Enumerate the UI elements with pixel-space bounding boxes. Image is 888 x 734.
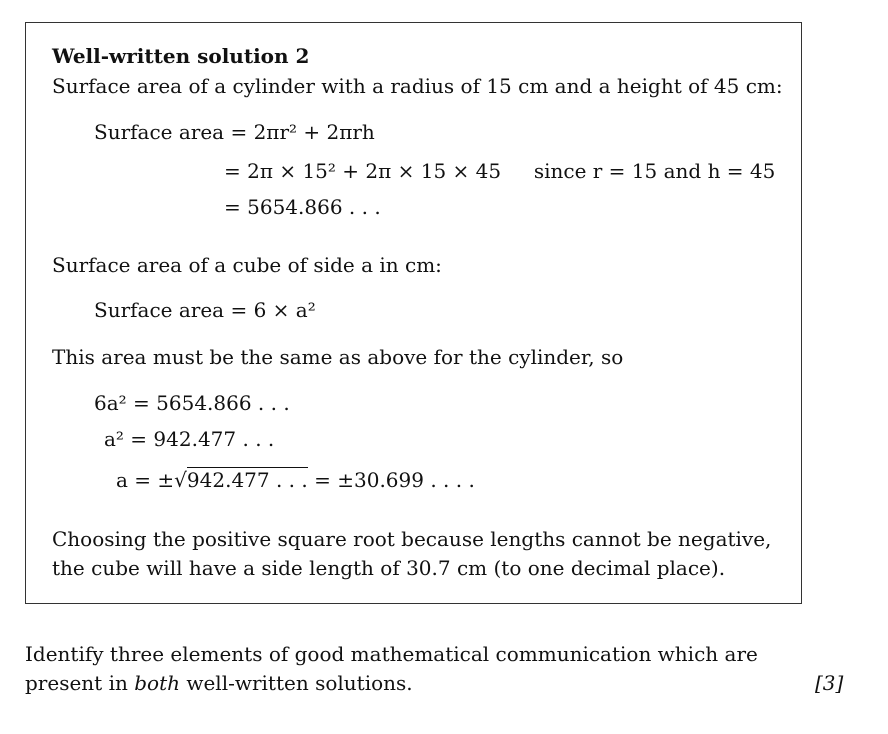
- question-line-2-pre: present in: [25, 671, 135, 695]
- cylinder-lhs: Surface area: [94, 120, 225, 144]
- step-3: [116, 467, 475, 492]
- conclusion-line-2: the cube will have a side length of 30.7 cm (to one decimal place).: [52, 556, 726, 580]
- question-emphasis: both: [134, 671, 180, 695]
- step-3-rhs: = ±30.699 . . . .: [314, 468, 475, 492]
- cube-formula: Surface area = 6 × a²: [94, 298, 316, 322]
- question-line-1: Identify three elements of good mathematical communication which are: [25, 642, 758, 666]
- marks-label: [3]: [815, 671, 844, 695]
- question-line-2-post: well-written solutions.: [179, 671, 413, 695]
- cube-intro: Surface area of a cube of side a in cm:: [52, 253, 442, 277]
- step-1: 6a² = 5654.866 . . .: [94, 391, 290, 415]
- cylinder-rhs-1: = 2πr² + 2πrh: [230, 120, 375, 144]
- cylinder-intro: Surface area of a cylinder with a radius of 15 cm and a height of 45 cm:: [52, 74, 783, 98]
- cylinder-eq-line3: [224, 195, 381, 219]
- solution-title: Well-written solution 2: [52, 44, 310, 68]
- question-line-2: [25, 671, 413, 695]
- cylinder-eq-line2: [224, 159, 775, 183]
- solution-box: [25, 22, 802, 604]
- cylinder-rhs-2: = 2π × 15² + 2π × 15 × 45: [224, 159, 502, 183]
- cylinder-substitution-note: since r = 15 and h = 45: [533, 159, 776, 183]
- cylinder-eq-line1: [94, 120, 375, 144]
- step-3-radicand: 942.477 . . .: [186, 468, 308, 492]
- cylinder-rhs-3: = 5654.866 . . .: [224, 195, 381, 219]
- conclusion-line-1: Choosing the positive square root because lengths cannot be negative,: [52, 527, 772, 551]
- step-2: a² = 942.477 . . .: [104, 427, 275, 451]
- square-root-sign: √: [174, 468, 187, 492]
- same-area-statement: This area must be the same as above for the cylinder, so: [52, 345, 624, 369]
- step-3-lhs: a = ±: [116, 468, 175, 492]
